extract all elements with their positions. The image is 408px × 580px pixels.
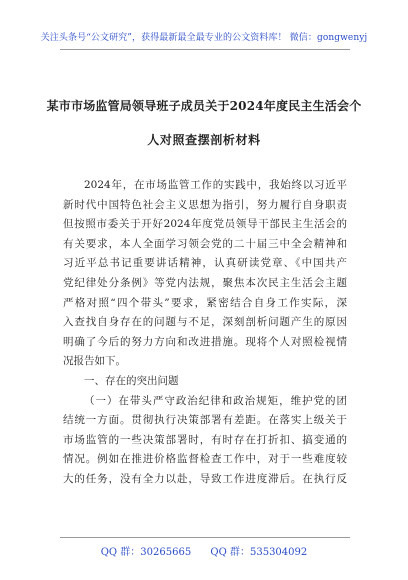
paragraph-2-line: 结统一方面。贯彻执行决策部署有差距。在落实上级关于 [63, 414, 347, 427]
paragraph-2-line: 情况。例如在推进价格监督检查工作中，对于一些难度较 [63, 453, 347, 466]
section-heading: 一、存在的突出问题 [84, 374, 179, 387]
paragraph-1-line: 2024年，在市场监管工作的实践中，我始终以习近平 [84, 179, 347, 191]
paragraph-1-line: 习近平总书记重要讲话精神，认真研读党章、《中国共产 [63, 257, 347, 270]
footer-qq-group-2: QQ 群：535304092 [210, 547, 308, 558]
header-promo-note: 关注头条号“公文研究”，获得最新最全最专业的公文资料库！ 微信：gongwenyj [40, 33, 368, 43]
document-title-line-1: 某市市场监管局领导班子成员关于2024年度民主生活会个 [46, 99, 362, 113]
footer-qq-group-1: QQ 群：30265665 [100, 547, 192, 558]
header-divider [60, 49, 350, 50]
paragraph-1-line: 有关要求，本人全面学习领会党的二十届三中全会精神和 [63, 237, 347, 250]
paragraph-2-line: 市场监管的一些决策部署时，有时存在打折扣、搞变通的 [63, 433, 347, 446]
paragraph-1-line: 况报告如下。 [63, 355, 126, 368]
paragraph-1-line: 明确了今后的努力方向和改进措施。现将个人对照检视情 [63, 335, 347, 348]
paragraph-1-line: 党纪律处分条例》等党内法规，聚焦本次民主生活会主题 [63, 276, 347, 289]
document-body [63, 176, 347, 490]
document-title-line-2: 人对照查摆剖析材料 [147, 133, 261, 147]
paragraph-1-line: 严格对照“四个带头”要求，紧密结合自身工作实际，深 [63, 296, 347, 309]
footer-contact [0, 543, 408, 558]
footer-divider [60, 537, 350, 538]
paragraph-1-line: 入查找自身存在的问题与不足，深刻剖析问题产生的原因 [63, 316, 347, 329]
paragraph-1-line: 但按照市委关于开好2024年度党员领导干部民主生活会的 [63, 218, 347, 231]
paragraph-1-line: 新时代中国特色社会主义思想为指引，努力履行自身职责 [63, 198, 347, 211]
paragraph-2-line: （一）在带头严守政治纪律和政治规矩，维护党的团 [84, 394, 347, 407]
paragraph-2-line: 大的任务，没有全力以赴，导致工作进度滞后。在执行反 [63, 472, 347, 485]
